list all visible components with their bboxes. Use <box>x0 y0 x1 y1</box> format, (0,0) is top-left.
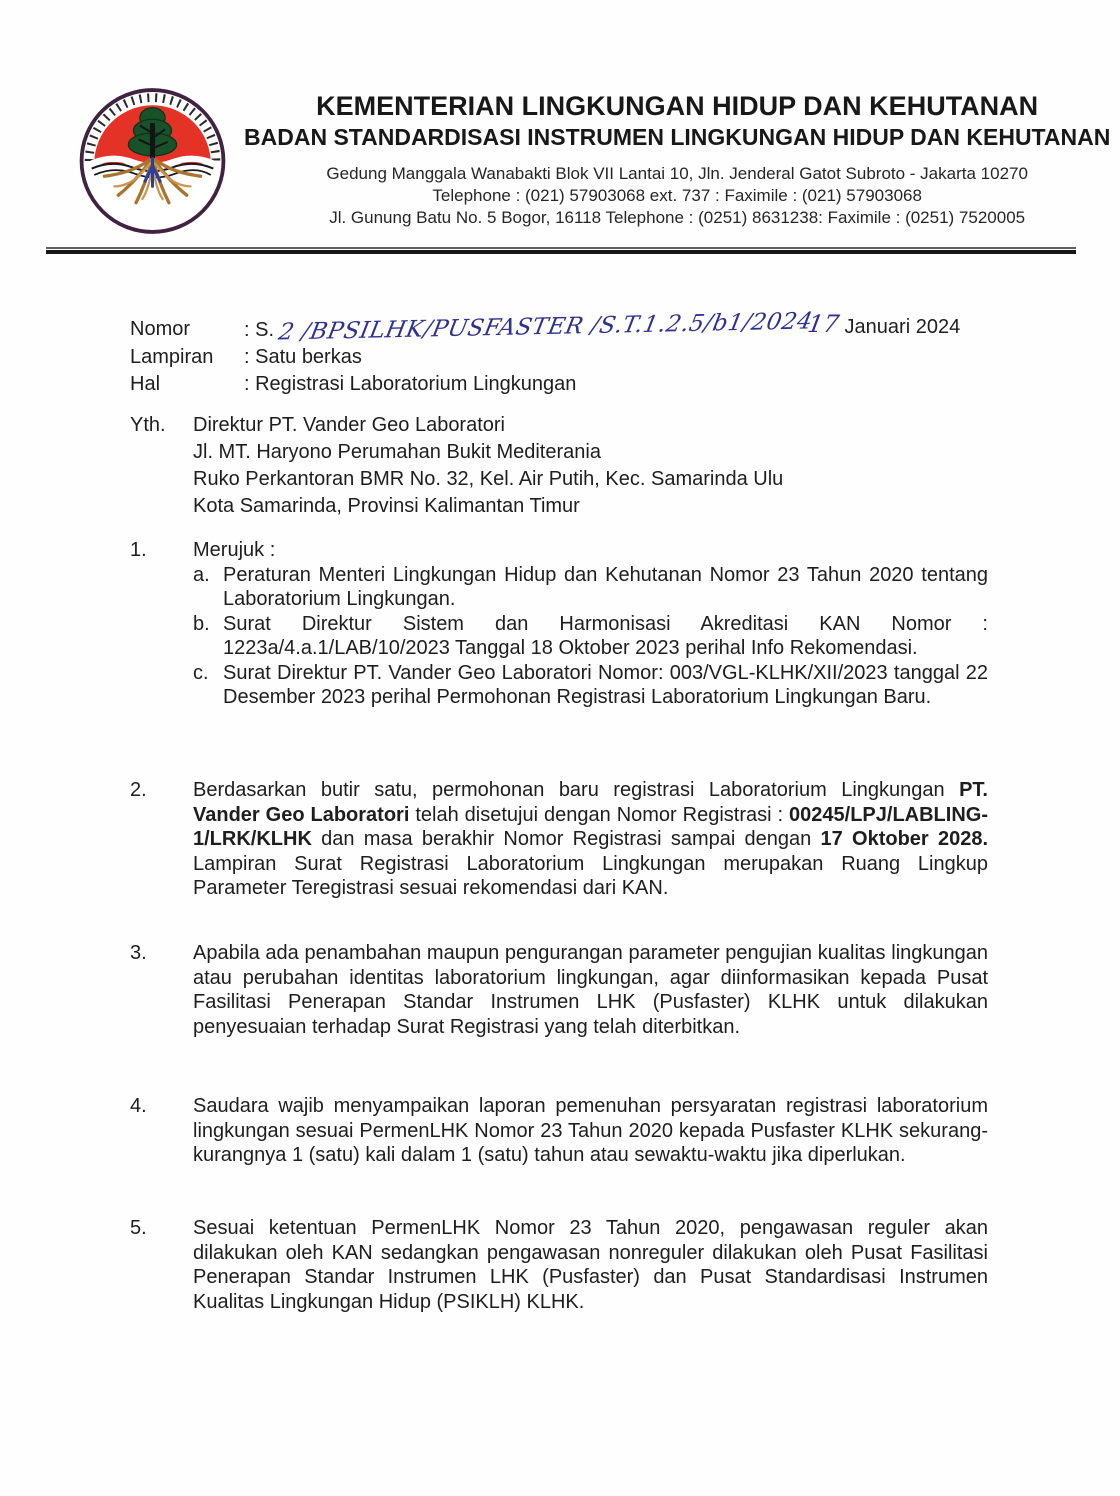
sub-text: Peraturan Menteri Lingkungan Hidup dan Kehutanan Nomor 23 Tahun 2020 tentang Laboratorium Lingkungan. <box>223 563 988 610</box>
nomor-value <box>244 308 815 346</box>
item1-label: Merujuk : <box>193 539 276 561</box>
recipient-line: Kota Samarinda, Provinsi Kalimantan Timur <box>193 495 580 517</box>
recipient-salutation: Yth. <box>130 414 166 436</box>
letterhead-address <box>244 163 1110 229</box>
item-content: Saudara wajib menyampaikan laporan pemenuhan persyaratan registrasi laboratorium lingkungan sesuai PermenLHK Nomor 23 Tahun 2020 kepada Pusfaster KLHK sekurang-kurangnya 1 (satu) kali dalam 1 (satu) tahun atau sewaktu-waktu jika diperlukan. <box>193 1095 988 1166</box>
item-content: Apabila ada penambahan maupun pengurangan parameter pengujian kualitas lingkungan atau perubahan identitas laboratorium lingkungan, agar diinformasikan kepada Pusat Fasilitasi Penerapan Standar Instrumen LHK (Pusfaster) KLHK untuk dilakukan penyesuaian terhadap Surat Registrasi yang telah diterbitkan. <box>193 942 988 1038</box>
divider-thin-line <box>46 247 1076 249</box>
body-item-4 <box>130 1094 988 1168</box>
sub-item-c <box>193 661 988 710</box>
item2-bold-expiry-date: 17 Oktober 2028. <box>820 828 988 850</box>
letterhead <box>75 85 1111 237</box>
nomor-prefix: : S. <box>244 319 275 341</box>
item-number: 4. <box>130 1095 147 1117</box>
item2-text: dan masa berakhir Nomor Registrasi sampai dengan <box>311 828 821 850</box>
hal-label: Hal <box>130 373 161 395</box>
body-item-3 <box>130 941 988 1039</box>
item-number: 1. <box>130 539 147 561</box>
recipient-line: Jl. MT. Haryono Perumahan Bukit Mediterania <box>193 441 601 463</box>
hal-value: : Registrasi Laboratorium Lingkungan <box>244 373 577 395</box>
header-divider <box>46 247 1076 254</box>
item-number: 3. <box>130 942 147 964</box>
recipient-address <box>193 412 783 520</box>
item2-text: telah disetujui dengan Nomor Registrasi : <box>409 803 790 826</box>
letterhead-text <box>244 85 1110 229</box>
sub-letter: b. <box>193 612 210 635</box>
date-month-year: Januari 2024 <box>844 316 961 338</box>
sub-text: Surat Direktur PT. Vander Geo Laboratori Nomor: 003/VGL-KLHK/XII/2023 tanggal 22 Desember 2023 perihal Permohonan Registrasi Laboratorium Lingkungan Baru. <box>223 661 988 708</box>
item-content: Sesuai ketentuan PermenLHK Nomor 23 Tahun 2020, pengawasan reguler akan dilakukan oleh KAN sedangkan pengawasan nonreguler dilakukan oleh Pusat Fasilitasi Penerapan Standar Instrumen LHK (Pusfaster) dan Pusat Standardisasi Instrumen Kualitas Lingkungan Hidup (PSIKLH) KLHK. <box>193 1217 988 1313</box>
item-number: 5. <box>130 1217 147 1239</box>
recipient-line: Ruko Perkantoran BMR No. 32, Kel. Air Putih, Kec. Samarinda Ulu <box>193 468 784 490</box>
agency-name: BADAN STANDARDISASI INSTRUMEN LINGKUNGAN HIDUP DAN KEHUTANAN <box>244 124 1111 150</box>
address-line-1: Gedung Manggala Wanabakti Blok VII Lantai 10, Jln. Jenderal Gatot Subroto - Jakarta 10270 <box>326 164 1028 183</box>
nomor-label: Nomor <box>130 318 191 340</box>
letter-meta <box>130 308 1015 398</box>
item2-bold-registration-number: 00245/LPJ/LABLING-1/LRK/KLHK <box>193 803 988 850</box>
sub-text: Surat Direktur Sistem dan Harmonisasi Akreditasi KAN Nomor : 1223a/4.a.1/LAB/10/2023 Tanggal 18 Oktober 2023 perihal Info Rekomendasi. <box>223 612 988 659</box>
letter-date <box>805 310 961 341</box>
item2-text: Lampiran Surat Registrasi Laboratorium Lingkungan merupakan Ruang Lingkup Parameter Teregistrasi sesuai rekomendasi dari KAN. <box>193 852 988 899</box>
item2-text: Berdasarkan butir satu, permohonan baru registrasi Laboratorium Lingkungan <box>193 779 960 801</box>
nomor-handwritten: 2 /BPSILHK/PUSFASTER /S.T.1.2.5/b1/2024 <box>276 308 815 346</box>
recipient-block <box>130 412 1010 520</box>
sub-letter: c. <box>193 661 209 684</box>
recipient-line: Direktur PT. Vander Geo Laboratori <box>193 414 506 436</box>
lampiran-value: : Satu berkas <box>244 346 362 368</box>
address-line-2: Telephone : (021) 57903068 ext. 737 : Faximile : (021) 57903068 <box>432 186 922 205</box>
sub-item-b <box>193 612 988 661</box>
address-line-3: Jl. Gunung Batu No. 5 Bogor, 16118 Telephone : (0251) 8631238: Faximile : (0251) 7520005 <box>329 208 1026 227</box>
sub-item-a <box>193 563 988 612</box>
item-content <box>193 778 988 901</box>
item2-bold-company: PT. Vander Geo Laboratori <box>193 779 988 826</box>
item-content <box>193 538 988 710</box>
lampiran-row <box>130 344 1015 371</box>
ministry-name: KEMENTERIAN LINGKUNGAN HIDUP DAN KEHUTANAN <box>316 91 1039 121</box>
lampiran-label: Lampiran <box>130 346 214 368</box>
body-item-1 <box>130 538 988 710</box>
klhk-logo-icon <box>75 85 230 237</box>
body-item-5 <box>130 1216 988 1314</box>
sub-letter: a. <box>193 563 210 586</box>
item-number: 2. <box>130 779 147 801</box>
divider-thick-line <box>46 250 1076 254</box>
hal-row <box>130 371 1015 398</box>
date-day-handwritten: 17 <box>805 310 842 338</box>
body-item-2 <box>130 778 988 901</box>
